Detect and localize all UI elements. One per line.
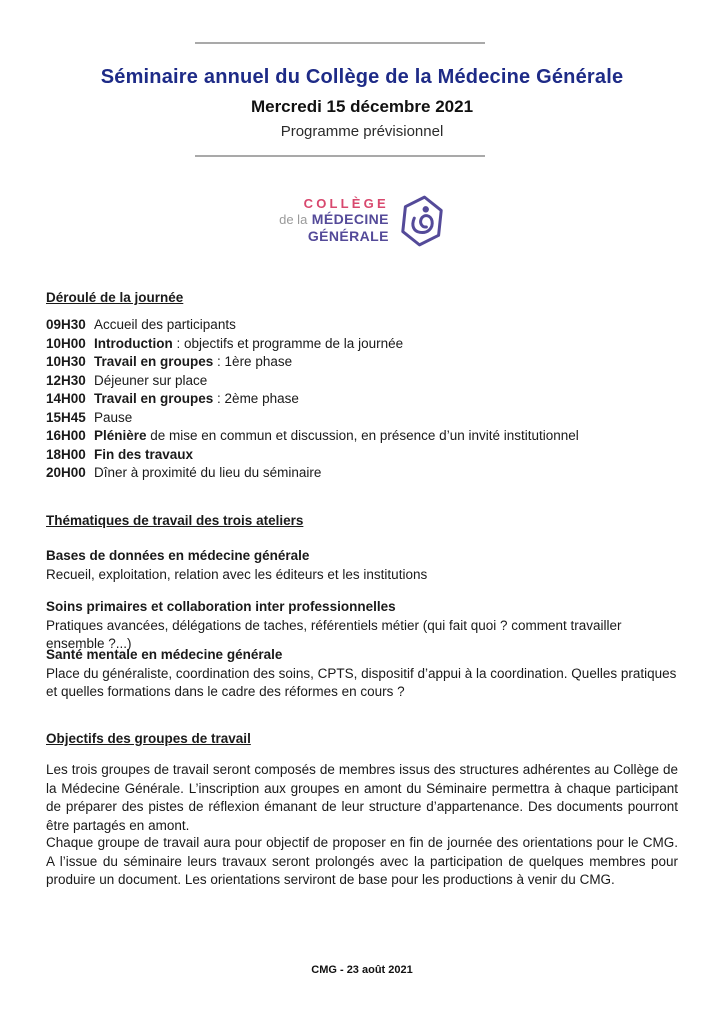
schedule-time: 15H45 [46, 409, 86, 425]
schedule-time: 10H30 [46, 354, 86, 369]
schedule-row [46, 464, 678, 483]
theme-block [46, 547, 678, 584]
footer-note: CMG - 23 août 2021 [311, 964, 413, 976]
schedule-activity: Travail en groupes : 1ère phase [94, 354, 293, 369]
schedule-time: 20H00 [46, 465, 86, 480]
theme-title: Santé mentale en médecine générale [46, 647, 283, 662]
section-heading-objectifs: Objectifs des groupes de travail [46, 731, 251, 746]
document-subtitle: Programme prévisionnel [280, 123, 444, 140]
schedule-time: 10H00 [46, 335, 86, 351]
schedule-row [46, 372, 678, 391]
document-date: Mercredi 15 décembre 2021 [250, 97, 474, 116]
body-paragraph: Chaque groupe de travail aura pour objectif de proposer en fin de journée des orientations pour le CMG. A l’issue du séminaire leurs travaux seront prolongés avec la participation de quelques membres pour produire un document. Les orientations serviront de base pour les productions à venir du CMG. [46, 835, 678, 887]
schedule-row [46, 390, 678, 409]
schedule-time: 12H30 [46, 372, 86, 388]
section-heading-deroule: Déroulé de la journée [46, 290, 184, 305]
schedule-activity: Fin des travaux [94, 446, 194, 462]
document-title: Séminaire annuel du Collège de la Médecine Générale [100, 66, 624, 88]
logo-college-text: COLLÈGE [303, 196, 389, 211]
theme-description: Pratiques avancées, délégations de taches, référentiels métier (qui fait quoi ? comment travailler ensemble ?...) [46, 617, 622, 651]
theme-description: Recueil, exploitation, relation avec les éditeurs et les institutions [46, 566, 428, 582]
schedule-activity: Introduction : objectifs et programme de la journée [94, 335, 404, 351]
theme-title: Soins primaires et collaboration inter professionnelles [46, 599, 396, 614]
logo-medecine-line [279, 211, 389, 228]
schedule-time: 09H30 [46, 317, 86, 332]
schedule-time: 18H00 [46, 446, 86, 462]
schedule-activity: Dîner à proximité du lieu du séminaire [94, 465, 322, 480]
theme-title: Bases de données en médecine générale [46, 548, 310, 563]
schedule-activity: Travail en groupes : 2ème phase [94, 391, 299, 406]
schedule-row [46, 335, 678, 354]
logo-medecine-text: MÉDECINE [311, 211, 389, 227]
schedule-activity: Accueil des participants [94, 317, 236, 332]
header-rule-bottom [195, 155, 485, 157]
schedule-row [46, 316, 678, 335]
theme-description: Place du généraliste, coordination des soins, CPTS, dispositif d’appui à la coordination. Quelles pratiques et quelles formations dans le cadre des réformes en cours ? [46, 665, 677, 699]
schedule-row [46, 446, 678, 465]
logo-dela-text: de la [279, 212, 308, 227]
logo-generale-text: GÉNÉRALE [307, 228, 389, 244]
theme-block [46, 646, 678, 702]
cmg-hexagon-icon [399, 194, 445, 250]
schedule-time: 14H00 [46, 391, 86, 406]
cmg-logo-text [279, 194, 389, 245]
logo-generale-line [279, 228, 389, 245]
schedule-activity: Déjeuner sur place [94, 372, 208, 388]
schedule-row [46, 353, 678, 372]
schedule-list [46, 316, 678, 483]
body-paragraph: Les trois groupes de travail seront composés de membres issus des structures adhérentes au Collège de la Médecine Générale. L’inscription aux groupes en amont du Séminaire permettra à chaque participant de préparer des pistes de réflexion émanant de leur structure d’appartenance. Des documents pourront être partagés en amont. [46, 762, 678, 833]
header-rule-top [195, 42, 485, 44]
schedule-row [46, 409, 678, 428]
schedule-row [46, 427, 678, 446]
schedule-activity: Plénière de mise en commun et discussion, en présence d’un invité institutionnel [94, 428, 579, 443]
section-heading-thematiques: Thématiques de travail des trois ateliers [46, 513, 304, 528]
schedule-time: 16H00 [46, 428, 86, 443]
cmg-logo [0, 194, 724, 250]
schedule-activity: Pause [94, 409, 133, 425]
